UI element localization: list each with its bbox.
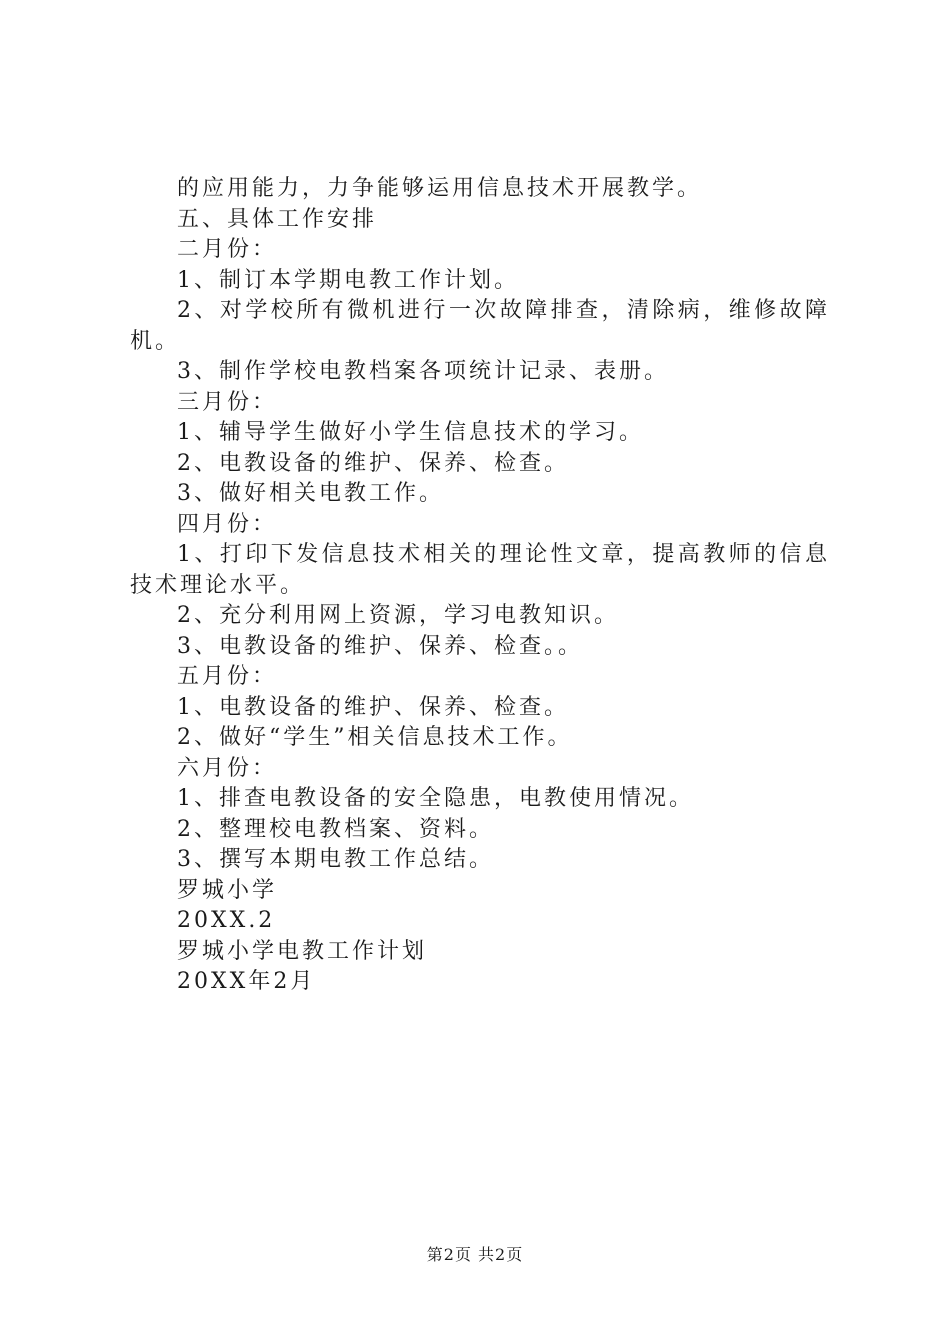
signature-date: 20XX.2	[177, 908, 276, 933]
list-item: 1、辅导学生做好小学生信息技术的学习。	[177, 420, 644, 445]
list-item: 1、电教设备的维护、保养、检查。	[177, 694, 569, 720]
list-item: 3、制作学校电教档案各项统计记录、表册。	[177, 359, 669, 384]
month-heading: 二月份：	[177, 237, 278, 262]
list-item: 2、充分利用网上资源，学习电教知识。	[177, 603, 619, 628]
month-heading: 三月份：	[177, 389, 278, 415]
document-date: 20XX年2月	[177, 969, 316, 994]
list-item: 1、制订本学期电教工作计划。	[177, 267, 519, 293]
list-item: 3、做好相关电教工作。	[177, 481, 444, 506]
list-item: 2、整理校电教档案、资料。	[177, 816, 494, 842]
list-item: 3、撰写本期电教工作总结。	[177, 847, 494, 872]
document-body	[130, 174, 830, 998]
month-heading: 五月份：	[177, 664, 278, 689]
page-footer: 第2页 共2页	[426, 1245, 524, 1264]
list-item: 2、电教设备的维护、保养、检查。	[177, 450, 569, 476]
list-item: 1、排查电教设备的安全隐患，电教使用情况。	[177, 786, 694, 811]
list-item: 2、做好“学生”相关信息技术工作。	[177, 725, 573, 750]
month-heading: 六月份：	[177, 755, 278, 781]
text-line: 的应用能力，力争能够运用信息技术开展教学。	[177, 176, 703, 201]
list-item: 1、打印下发信息技术相关的理论性文章，提高教师的信息技术理论水平。	[130, 542, 830, 598]
signature-school: 罗城小学	[177, 877, 278, 903]
list-item: 2、对学校所有微机进行一次故障排查，清除病，维修故障机。	[130, 298, 830, 354]
month-heading: 四月份：	[177, 511, 278, 537]
section-heading: 五、具体工作安排	[177, 206, 378, 232]
list-item: 3、电教设备的维护、保养、检查。。	[177, 633, 583, 659]
document-title: 罗城小学电教工作计划	[177, 938, 428, 964]
